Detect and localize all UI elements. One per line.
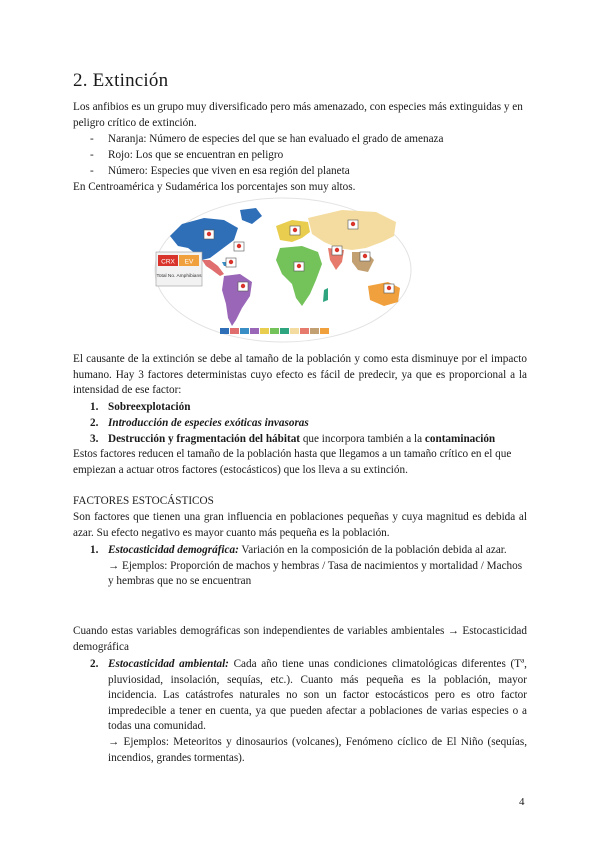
causes-paragraph: El causante de la extinción se debe al tamaño de la población y como esta disminuye por el impacto humano. Hay 3 factores deterministas cuyo efecto es fácil de predecir, ya que es proporcional a la intensidad de ese factor: <box>73 353 527 397</box>
swatch <box>320 328 329 334</box>
stochastic-paragraph: Son factores que tienen una gran influencia en poblaciones pequeñas y cuya magnitud es debida al azar. Su efecto negativo es mayor cuanto más pequeña es la población. <box>73 511 527 539</box>
stochastic-title: FACTORES ESTOCÁSTICOS <box>73 495 214 507</box>
causes-after: Estos factores reducen el tamaño de la población hasta que llegamos a un tamaño crítico en el que empiezan a actuar otros factores (estocásticos) que los lleva a su extinción. <box>73 448 512 476</box>
region-dot <box>207 232 211 236</box>
demographic-example: → Ejemplos: Proporción de machos y hembras / Tasa de nacimientos y mortalidad / Machos y hembras que no se encuentran <box>108 559 523 588</box>
intro-after: En Centroamérica y Sudamérica los porcentajes son muy altos. <box>73 181 356 193</box>
stochastic-link: Cuando estas variables demográficas son independientes de variables ambientales → Estocasticidad demográfica <box>73 625 527 653</box>
region-dot <box>363 254 367 258</box>
swatch <box>300 328 309 334</box>
swatch <box>260 328 269 334</box>
swatch <box>270 328 279 334</box>
intro-bullet: - Rojo: Los que se encuentran en peligro <box>90 149 284 161</box>
legend-ev-text: EV <box>184 258 194 266</box>
legend-cr-text: CRX <box>161 258 175 266</box>
cause-item: 2. Introducción de especies exóticas invasoras <box>90 417 309 429</box>
amphibian-world-map <box>152 196 414 344</box>
swatch <box>230 328 239 334</box>
region-dot <box>241 284 245 288</box>
cause-item: 3. Destrucción y fragmentación del hábitat que incorpora también a la contaminación <box>90 433 496 445</box>
color-legend-strip <box>220 328 329 334</box>
swatch <box>220 328 229 334</box>
swatch <box>240 328 249 334</box>
section-heading: 2. Extinción <box>73 70 169 91</box>
swatch <box>310 328 319 334</box>
swatch <box>250 328 259 334</box>
intro-bullet: - Número: Especies que viven en esa región del planeta <box>90 165 350 177</box>
stochastic-item-environmental: 2. Estocasticidad ambiental: Cada año tiene unas condiciones climatológicas diferentes (Tª, pluviosidad, insolación, sequías, etc.). Cuanto más pequeña es la población, mayor incidencia. Las catástrofes naturales no son un factor estocásticos pero es otro factor impredecible a tener en cuenta, ya que pueden afectar a poblaciones de varias especies o a todas una comunidad. → Ejemplos: Meteoritos y dinosaurios (volcanes), Fenómeno cíclico de El Niño (sequías, incendios, grandes tormentas). <box>90 657 527 766</box>
intro-bullet: - Naranja: Número de especies del que se han evaluado el grado de amenaza <box>90 133 444 145</box>
intro-paragraph: Los anfibios es un grupo muy diversificado pero más amenazado, con especies más extinguidas y en peligro crítico de extinción. <box>73 101 523 129</box>
cause-item: 1. Sobreexplotación <box>90 401 191 413</box>
environmental-example: → Ejemplos: Meteoritos y dinosaurios (volcanes), Fenómeno cíclico de El Niño (sequías, incendios, grandes tormentas). <box>108 735 527 764</box>
legend-total-text: Total No. Amphibians <box>156 274 202 279</box>
map-legend <box>156 252 202 286</box>
region-dot <box>229 260 233 264</box>
page-number: 4 <box>519 796 525 808</box>
swatch <box>290 328 299 334</box>
swatch <box>280 328 289 334</box>
region-dot <box>297 264 301 268</box>
region-dot <box>237 244 241 248</box>
region-dot <box>351 222 355 226</box>
region-dot <box>293 228 297 232</box>
region-dot <box>387 286 391 290</box>
stochastic-item-demographic: 1. Estocasticidad demográfica: Variación en la composición de la población debida al azar. → Ejemplos: Proporción de machos y hembras / Tasa de nacimientos y mortalidad / Machos y hembras que no se encuentran <box>90 543 527 590</box>
map-svg <box>152 196 414 344</box>
region-dot <box>335 248 339 252</box>
